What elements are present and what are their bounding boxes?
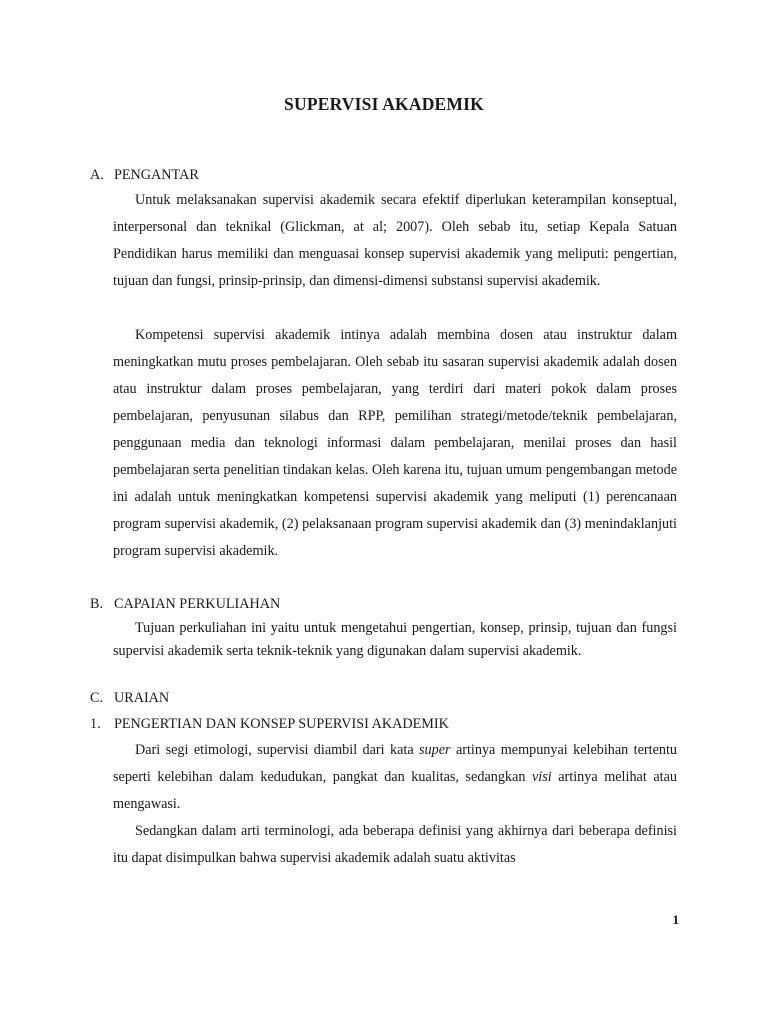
etymology-text-start: Dari segi etimologi, supervisi diambil dari kata [135, 742, 420, 758]
subsection-1-title: PENGERTIAN DAN KONSEP SUPERVISI AKADEMIK [114, 716, 449, 732]
section-b-paragraph: Tujuan perkuliahan ini yaitu untuk mengetahui pengertian, konsep, prinsip, tujuan dan fungsi supervisi akademik serta teknik-teknik yang digunakan dalam supervisi akademik. [113, 620, 677, 659]
section-a-paragraph-2: Kompetensi supervisi akademik intinya adalah membina dosen atau instruktur dalam meningkatkan mutu proses pembelajaran. Oleh sebab itu sasaran supervisi akademik adalah dosen atau instruktur dalam proses pembelajaran, yang terdiri dari materi pokok dalam proses pembelajaran, penyusunan silabus dan RPP, pemilihan strategi/metode/teknik pembelajaran, penggunaan media dan teknologi informasi dalam pembelajaran, menilai proses dan hasil pembelajaran serta penelitian tindakan kelas. Oleh karena itu, tujuan umum pengembangan metode ini adalah untuk meningkatkan kompetensi supervisi akademik yang meliputi (1) perencanaan program supervisi akademik, (2) pelaksanaan program supervisi akademik dan (3) menindaklanjuti program supervisi akademik. [113, 327, 677, 559]
subsection-1-label: 1. [90, 716, 101, 732]
section-c-heading [90, 688, 169, 708]
section-a-title: PENGANTAR [114, 167, 199, 183]
subsection-1-paragraph-2: Sedangkan dalam arti terminologi, ada beberapa definisi yang akhirnya dari beberapa definisi itu dapat disimpulkan bahwa supervisi akademik adalah suatu aktivitas [113, 823, 677, 866]
subsection-1-heading [90, 714, 449, 734]
section-c-label: C. [90, 690, 104, 706]
section-b-title: CAPAIAN PERKULIAHAN [114, 596, 281, 612]
section-b-heading [90, 594, 280, 614]
section-b-label: B. [90, 596, 104, 612]
term-super: super [419, 742, 451, 758]
term-visi: visi [531, 769, 552, 785]
etymology-text-mid: artinya mempunyai kelebihan tertentu seperti kelebihan dalam kedudukan, pangkat dan kualitas, sedangkan [113, 742, 677, 785]
section-a-label: A. [90, 167, 104, 183]
section-c-title: URAIAN [114, 690, 170, 706]
etymology-text-end: artinya melihat atau mengawasi. [113, 769, 677, 812]
page-number: 1 [672, 912, 679, 927]
subsection-1-paragraph-1 [113, 737, 677, 818]
section-a-paragraph-1: Untuk melaksanakan supervisi akademik secara efektif diperlukan keterampilan konseptual, interpersonal dan teknikal (Glickman, at al; 2007). Oleh sebab itu, setiap Kepala Satuan Pendidikan harus memiliki dan menguasai konsep supervisi akademik yang meliputi: pengertian, tujuan dan fungsi, prinsip-prinsip, dan dimensi-dimensi substansi supervisi akademik. [113, 192, 677, 289]
section-a-heading [90, 165, 199, 185]
document-title: SUPERVISI AKADEMIK [284, 94, 484, 114]
